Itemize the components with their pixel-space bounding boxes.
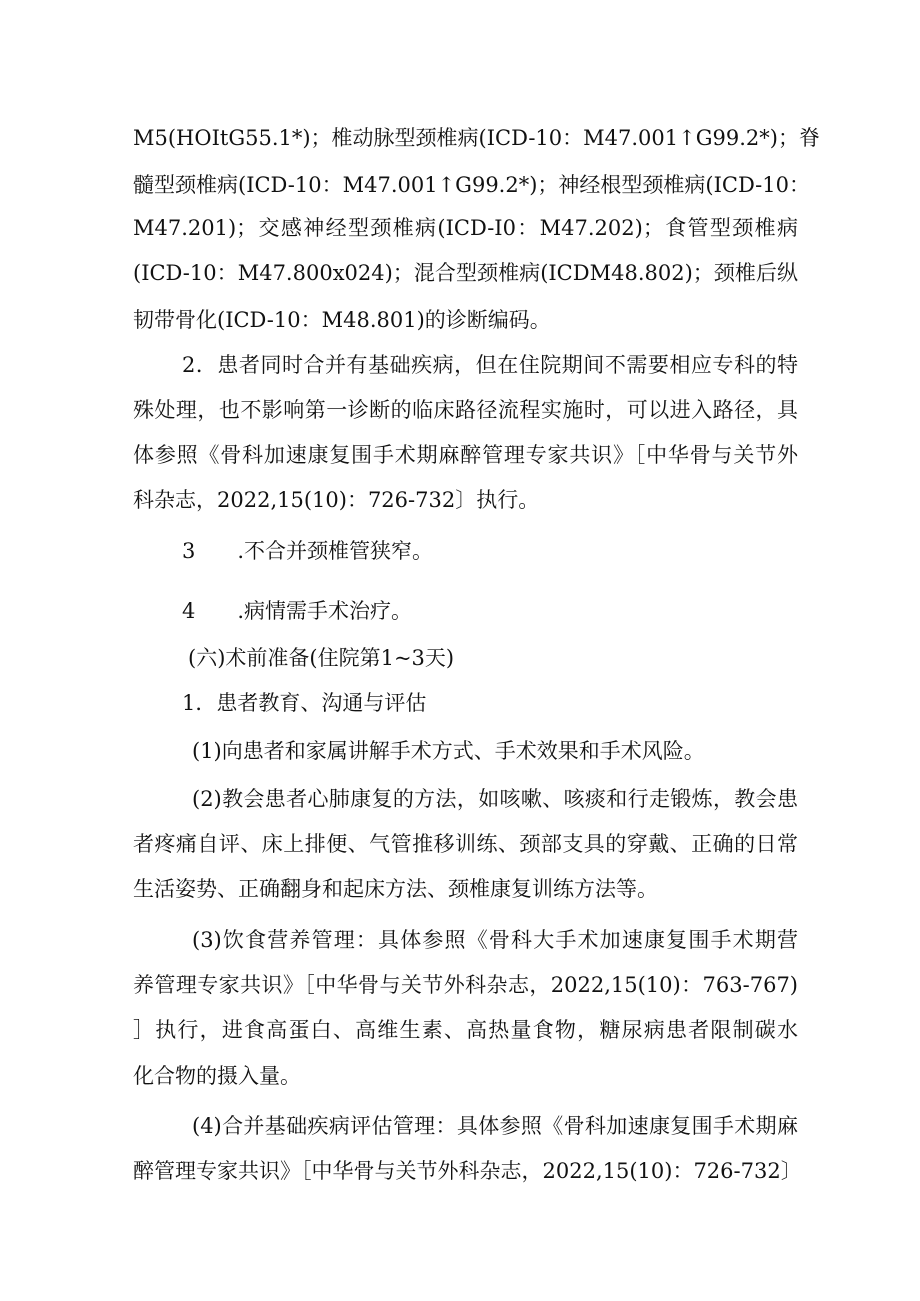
paragraph-codes-line-3: M47.201)；交感神经型颈椎病(ICD-I0：M47.202)；食管型颈椎病 bbox=[133, 216, 798, 240]
paragraph-sub1-1: (1)向患者和家属讲解手术方式、手术效果和手术风险。 bbox=[192, 739, 705, 763]
section-heading-6: (六)术前准备(住院第1~3天) bbox=[188, 646, 455, 670]
paragraph-sub1-2-line-2: 者疼痛自评、床上排便、气管推移训练、颈部支具的穿戴、正确的日常 bbox=[133, 832, 798, 856]
paragraph-codes-line-1: M5(HOItG55.1*)；椎动脉型颈椎病(ICD-10：M47.001↑G99.2*)；脊 bbox=[133, 126, 820, 150]
paragraph-sub1-2-line-1: (2)教会患者心肺康复的方法，如咳嗽、咳痰和行走锻炼，教会患 bbox=[192, 787, 798, 811]
paragraph-sub1-4-line-2: 醉管理专家共识》［中华骨与关节外科杂志，2022,15(10)：726-732〕 bbox=[133, 1159, 802, 1183]
paragraph-item4: 4 .病情需手术治疗。 bbox=[182, 599, 413, 623]
paragraph-sub1-2-line-3: 生活姿势、正确翻身和起床方法、颈椎康复训练方法等。 bbox=[133, 877, 658, 901]
paragraph-item2-line-2: 殊处理，也不影响第一诊断的临床路径流程实施时，可以进入路径，具 bbox=[133, 398, 798, 422]
paragraph-item2-line-3: 体参照《骨科加速康复围手术期麻醉管理专家共识》［中华骨与关节外 bbox=[133, 443, 798, 467]
paragraph-sub1-3-line-1: (3)饮食营养管理：具体参照《骨科大手术加速康复围手术期营 bbox=[192, 928, 798, 952]
sub-heading-1: 1．患者教育、沟通与评估 bbox=[182, 691, 427, 715]
paragraph-sub1-3-line-2: 养管理专家共识》［中华骨与关节外科杂志，2022,15(10)：763-767) bbox=[133, 973, 798, 997]
paragraph-codes-line-2: 髓型颈椎病(ICD-10：M47.001↑G99.2*)；神经根型颈椎病(ICD-10： bbox=[133, 173, 811, 197]
paragraph-codes-line-4: (ICD-10：M47.800x024)；混合型颈椎病(ICDM48.802)；颈椎后纵 bbox=[133, 261, 798, 285]
paragraph-item3: 3 .不合并颈椎管狭窄。 bbox=[182, 539, 434, 563]
paragraph-sub1-3-line-4: 化合物的摄入量。 bbox=[133, 1064, 301, 1088]
paragraph-sub1-4-line-1: (4)合并基础疾病评估管理：具体参照《骨科加速康复围手术期麻 bbox=[192, 1114, 798, 1138]
paragraph-codes-line-5: 韧带骨化(ICD-10：M48.801)的诊断编码。 bbox=[133, 308, 551, 332]
paragraph-item2-line-4: 科杂志，2022,15(10)：726-732〕执行。 bbox=[133, 488, 540, 512]
paragraph-sub1-3-line-3: ］执行，进食高蛋白、高维生素、高热量食物，糖尿病患者限制碳水 bbox=[133, 1018, 798, 1042]
paragraph-item2-line-1: 2．患者同时合并有基础疾病，但在住院期间不需要相应专科的特 bbox=[182, 353, 798, 377]
